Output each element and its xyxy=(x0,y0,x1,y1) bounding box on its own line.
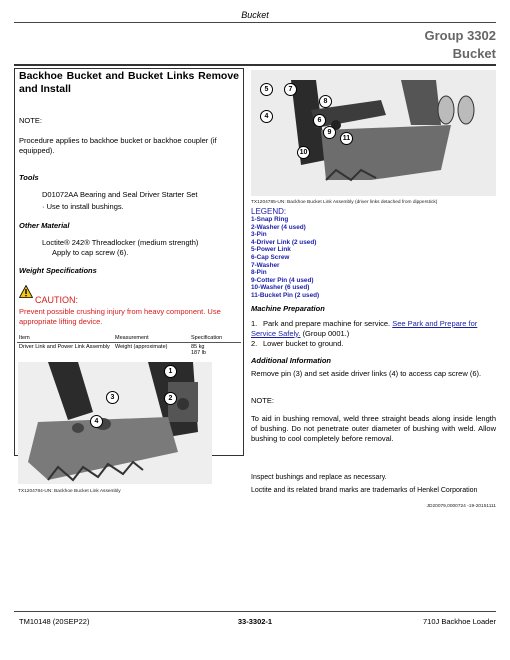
legend-item: 4-Driver Link (2 used) xyxy=(251,238,317,246)
table-header-measurement: Measurement xyxy=(113,334,189,343)
group-name: Bucket xyxy=(452,46,496,61)
tool-name: D01072AA Bearing and Seal Driver Starter Set xyxy=(42,190,198,199)
weight-heading: Weight Specifications xyxy=(19,266,97,275)
tools-heading: Tools xyxy=(19,173,39,182)
callout-5: 5 xyxy=(260,83,273,96)
note-text: Procedure applies to backhoe bucket or backhoe coupler (if equipped). xyxy=(19,136,217,155)
additional-info-text: Remove pin (3) and set aside driver links (4) to access cap screw (6). xyxy=(251,369,482,378)
caution-label: CAUTION: xyxy=(35,295,79,305)
note-label: NOTE: xyxy=(19,116,42,125)
table-row xyxy=(17,343,241,358)
callout-8: 8 xyxy=(319,95,332,108)
step-1-text: Park and prepare machine for service. xyxy=(263,319,391,328)
bottom-figure-caption: TX1204784-UN: Backhoe Bucket Link Assembly xyxy=(18,489,121,494)
inspect-text: Inspect bushings and replace as necessary. xyxy=(251,474,387,481)
legend-item: 5-Power Link xyxy=(251,246,291,254)
header-rule xyxy=(14,22,496,23)
other-material-heading: Other Material xyxy=(19,221,70,230)
footer-page-number: 33-3302-1 xyxy=(237,617,273,626)
callout-7: 7 xyxy=(284,83,297,96)
legend-item: 1-Snap Ring xyxy=(251,216,289,223)
legend-item: 10-Washer (6 used) xyxy=(251,284,310,292)
spec-imperial: 187 lb xyxy=(191,350,206,356)
trademark-text: Loctite and its related brand marks are trademarks of Henkel Corporation xyxy=(251,487,478,494)
park-and-prepare-link[interactable]: See Park and Prepare for Service Safely. xyxy=(251,319,478,338)
legend-list xyxy=(251,216,319,300)
additional-info-heading: Additional Information xyxy=(251,356,331,365)
footer-rule xyxy=(14,611,496,612)
table-cell-measurement: Weight (approximate) xyxy=(115,344,168,350)
callout-4: 4 xyxy=(90,415,103,428)
running-header: Bucket xyxy=(241,10,269,20)
callout-2: 2 xyxy=(164,392,177,405)
group-number: Group 3302 xyxy=(424,28,496,43)
callout-11: 11 xyxy=(340,132,353,145)
callout-4-top: 4 xyxy=(260,110,273,123)
callout-10: 10 xyxy=(297,146,310,159)
callout-6: 6 xyxy=(313,114,326,127)
driver-links-detached-illustration xyxy=(251,70,496,196)
legend-item: 9-Cotter Pin (4 used) xyxy=(251,276,314,284)
table-cell-item: Driver Link and Power Link Assembly xyxy=(19,344,110,350)
bucket-illustration-graphic xyxy=(18,362,212,484)
group-heading xyxy=(424,27,496,63)
procedure-title: Backhoe Bucket and Bucket Links Remove and Install xyxy=(19,70,239,95)
warning-triangle-icon xyxy=(19,285,33,298)
legend-item: 11-Bucket Pin (2 used) xyxy=(251,291,320,299)
material-name: Loctite® 242® Threadlocker (medium strength) xyxy=(42,238,199,247)
legend-item: 2-Washer (4 used) xyxy=(251,223,306,231)
table-header-item: Item xyxy=(17,334,113,343)
legend-item: 3-Pin xyxy=(251,231,267,239)
document-reference: JD20079,0000724 -19-20151111 xyxy=(426,504,496,509)
tool-use: · Use to install bushings. xyxy=(42,202,124,211)
callout-9: 9 xyxy=(323,126,336,139)
step-number: 1. xyxy=(251,319,258,328)
spec-metric: 85 kg xyxy=(191,344,205,350)
legend-item: 6-Cap Screw xyxy=(251,253,290,261)
callout-3: 3 xyxy=(106,391,119,404)
legend-item: 7-Washer xyxy=(251,261,280,269)
step-2-text: Lower bucket to ground. xyxy=(263,339,344,348)
step-2 xyxy=(251,339,343,349)
step-1 xyxy=(251,319,496,339)
callout-1: 1 xyxy=(164,365,177,378)
right-note-label: NOTE: xyxy=(251,396,274,405)
table-header-row xyxy=(17,334,241,343)
top-figure-caption: TX1204785-UN: Backhoe Bucket Link Assembly (driver links detached from dipperstick) xyxy=(251,200,438,205)
footer-machine-model: 710J Backhoe Loader xyxy=(423,617,496,626)
legend-title: LEGEND: xyxy=(251,207,287,216)
legend-item: 8-Pin xyxy=(251,269,267,277)
bucket-link-assembly-illustration xyxy=(18,362,212,484)
step-number: 2. xyxy=(251,339,258,348)
table-cell-specification xyxy=(189,343,241,358)
machine-prep-heading: Machine Preparation xyxy=(251,304,325,313)
caution-text: Prevent possible crushing injury from heavy component. Use appropriate lifting device. xyxy=(19,307,221,326)
table-header-specification: Specification xyxy=(189,334,241,343)
weight-spec-table xyxy=(17,334,241,357)
step-1-ref: (Group 0001.) xyxy=(302,329,350,338)
footer-manual-id: TM10148 (20SEP22) xyxy=(19,617,90,626)
right-note-text: To aid in bushing removal, weld three straight beads along inside length of bushing. Do not penetrate outer diameter of bushing with weld. Allow bushing to cool completely before removal. xyxy=(251,414,496,443)
group-rule xyxy=(14,64,496,66)
material-use: Apply to cap screw (6). xyxy=(52,248,129,257)
